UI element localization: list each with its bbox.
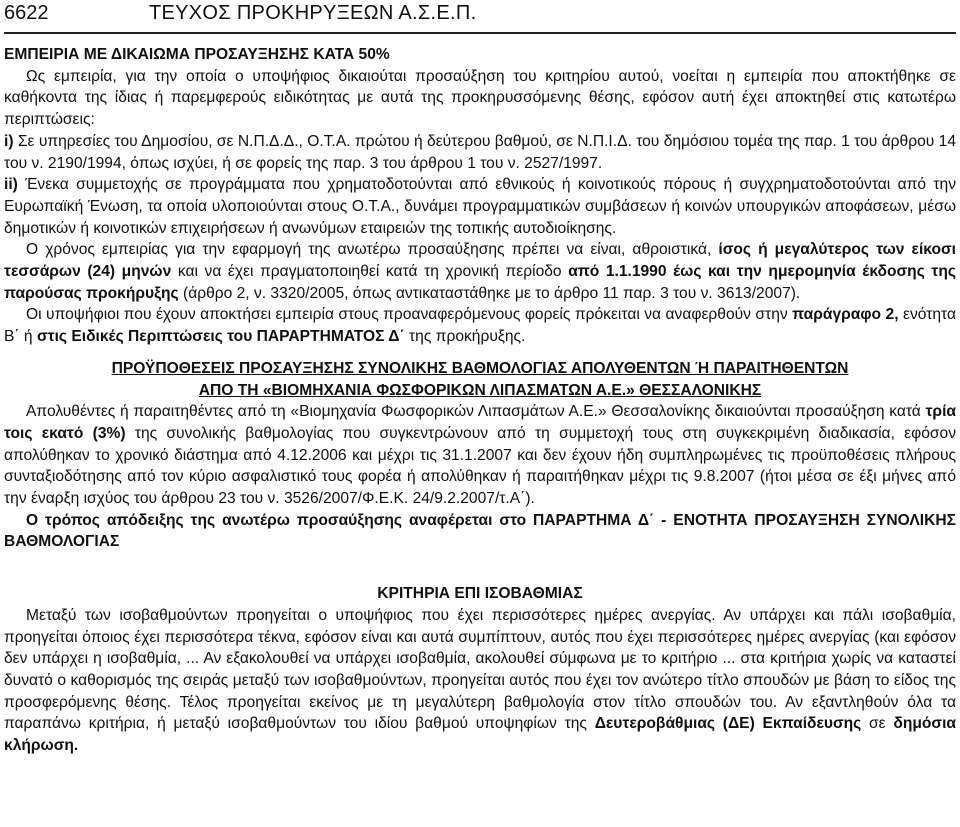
section-title-dismissed-line2: ΑΠΟ ΤΗ «ΒΙΟΜΗΧΑΝΙΑ ΦΩΣΦΟΡΙΚΩΝ ΛΙΠΑΣΜΑΤΩΝ Α.Ε.» ΘΕΣΣΑΛΟΝΙΚΗΣ xyxy=(198,381,762,399)
header-divider xyxy=(4,32,956,34)
text-run: (άρθρο 2, ν. 3320/2005, όπως αντικαταστάθηκε με το άρθρο 11 παρ. 3 του ν. 3613/2007). xyxy=(178,284,801,302)
text-run: της προκήρυξης. xyxy=(404,328,526,346)
text-run-bold: από 1.1.1990 έως και την ημερομηνία έκδοσης της παρούσας προκήρυξης xyxy=(4,263,956,302)
spacer xyxy=(4,348,956,358)
journal-title: ΤΕΥΧΟΣ ΠΡΟΚΗΡΥΞΕΩΝ Α.Σ.Ε.Π. xyxy=(149,2,477,24)
paragraph-dismissed-proof: Ο τρόπος απόδειξης της ανωτέρω προσαύξησης αναφέρεται στο ΠΑΡΑΡΤΗΜΑ Δ΄ - ΕΝΟΤΗΤΑ ΠΡΟΣΑΥΞΗΣΗ ΣΥΝΟΛΙΚΗΣ ΒΑΘΜΟΛΟΓΙΑΣ xyxy=(4,511,956,551)
section-heading-experience: ΕΜΠΕΙΡΙΑ ΜΕ ΔΙΚΑΙΩΜΑ ΠΡΟΣΑΥΞΗΣΗΣ ΚΑΤΑ 50% xyxy=(4,46,390,63)
paragraph-tie-criteria xyxy=(4,605,956,757)
paragraph-case-i xyxy=(4,131,956,174)
text-run-bold: δημόσια κλήρωση. xyxy=(4,715,956,755)
text-run: Απολυθέντες ή παραιτηθέντες από τη «Βιομηχανία Φωσφορικών Λιπασμάτων Α.Ε.» Θεσσαλονίκης δικαιούνται προσαύξηση κατά xyxy=(26,403,926,421)
paragraph-experience-intro: Ως εμπειρία, για την οποία ο υποψήφιος δικαιούται προσαύξηση του κριτηρίου αυτού, νοείται η εμπειρία που αποκτήθηκε σε καθήκοντα της ίδιας ή παρεμφερούς ειδικότητας με αυτά της προκηρυσσόμενης θέσης, εφόσον αυτή έχει αποκτηθεί στις κατωτέρω περιπτώσεις: xyxy=(4,67,956,129)
text-run: ενότητα Β΄ ή xyxy=(4,306,956,346)
case-i-text: Σε υπηρεσίες του Δημοσίου, σε Ν.Π.Δ.Δ., Ο.Τ.Α. πρώτου ή δεύτερου βαθμού, σε Ν.Π.Ι.Δ. του δημόσιου τομέα της παρ. 1 του άρθρου 14 του ν. 2190/1994, όπως ισχύει, ή σε φορείς της παρ. 3 του άρθρου 1 του ν. 2527/1997. xyxy=(4,132,956,172)
text-run-bold: στις Ειδικές Περιπτώσεις του ΠΑΡΑΡΤΗΜΑΤΟΣ Δ΄ xyxy=(36,328,405,346)
text-run-bold: Δευτεροβάθμιας (ΔΕ) Εκπαίδευσης xyxy=(594,715,862,733)
text-run: Οι υποψήφιοι που έχουν αποκτήσει εμπειρία στους προαναφερόμενους φορείς πρόκειται να αναφερθούν στην xyxy=(26,306,793,324)
page-header xyxy=(4,2,956,30)
case-ii-text: Ένεκα συμμετοχής σε προγράμματα που χρηματοδοτούνται από εθνικούς ή κοινοτικούς πόρους ή συγχρηματοδοτούνται από την Ευρωπαϊκή Ένωση, τα οποία υλοποιούνται στους Ο.Τ.Α., δυνάμει προγραμματικών συμβάσεων ή κοινών υπουργικών αποφάσεων, μέσω δημοτικών ή κοινοτικών επιχειρήσεων ή ανωνύμων εταιρειών της τοπικής αυτοδιοίκησης. xyxy=(4,176,956,237)
document-page xyxy=(0,2,960,827)
paragraph-experience-reference xyxy=(4,304,956,347)
text-run: της συνολικής βαθμολογίας που συγκεντρώνουν από τη συμμετοχή τους στη συγκεκριμένη διαδικασία, εφόσον απολύθηκαν το χρονικό διάστημα από 4.12.2006 και μέχρι τις 31.1.2007 και δεν έχουν ήδη συμπληρωμένες τις προϋποθέσεις πλήρους συνταξιοδότησης από τον κύριο ασφαλιστικό τους φορέα ή απολύθηκαν ή παραιτήθηκαν μέχρι τις 9.8.2007 (ήτοι μέσα σε έξι μήνες από την έναρξη ισχύος του άρθρου 23 του ν. 3526/2007/Φ.Ε.Κ. 24/9.2.2007/τ.Α΄). xyxy=(4,424,956,508)
section-title-tie: ΚΡΙΤΗΡΙΑ ΕΠΙ ΙΣΟΒΑΘΜΙΑΣ xyxy=(377,585,583,603)
spacer xyxy=(4,553,956,583)
page-number: 6622 xyxy=(4,2,49,24)
text-run: σε xyxy=(861,715,894,733)
text-run-bold: παράγραφο 2, xyxy=(792,306,899,324)
section-title-dismissed-line1: ΠΡΟΫΠΟΘΕΣΕΙΣ ΠΡΟΣΑΥΞΗΣΗΣ ΣΥΝΟΛΙΚΗΣ ΒΑΘΜΟΛΟΓΙΑΣ ΑΠΟΛΥΘΕΝΤΩΝ Ή ΠΑΡΑΙΤΗΘΕΝΤΩΝ xyxy=(111,359,849,377)
text-run-bold: τρία τοις εκατό (3%) xyxy=(4,403,956,442)
paragraph-case-ii xyxy=(4,174,956,239)
paragraph-dismissed xyxy=(4,401,956,510)
paragraph-experience-duration xyxy=(4,239,956,304)
text-run: και να έχει πραγματοποιηθεί κατά τη χρονική περίοδο xyxy=(171,263,569,281)
text-run-bold: ίσος ή μεγαλύτερος των είκοσι τεσσάρων (24) μηνών xyxy=(4,241,956,281)
case-ii-label: ii) xyxy=(4,176,18,194)
text-run: Ο χρόνος εμπειρίας για την εφαρμογή της ανωτέρω προσαύξησης πρέπει να είναι, αθροιστικά, xyxy=(26,241,719,259)
case-i-label: i) xyxy=(4,132,14,150)
text-run: Μεταξύ των ισοβαθμούντων προηγείται ο υποψήφιος που έχει περισσότερες ημέρες ανεργίας. Αν υπάρχει και πάλι ισοβαθμία, προηγείται όποιος έχει περισσότερα τέκνα, εφόσον είναι και αυτά συμπίπτουν, αυτός που έχει περισσότερες ημέρες ανεργίας (και εφόσον δεν υπάρχει η ισοβαθμία, ... Αν εξακολουθεί να υπάρχει ισοβαθμία, ακολουθεί σύμφωνα με το κριτήριο ... στα κριτήρια χωρίς να καταστεί δυνατό ο καθορισμός της σειράς μεταξύ των ισοβαθμούντων, προηγείται αυτός που έχει τον ανώτερο τίτλο σπουδών με βάση το είδος της προσφερόμενης θέσης. Τέλος προηγείται εκείνος με τη μεγαλύτερη βαθμολογία στον τίτλο σπουδών του. Αν εξαντληθούν όλα τα παραπάνω κριτήρια, ή μεταξύ ισοβαθμούντων του ιδίου βαθμού υποψηφίων της xyxy=(4,606,956,733)
